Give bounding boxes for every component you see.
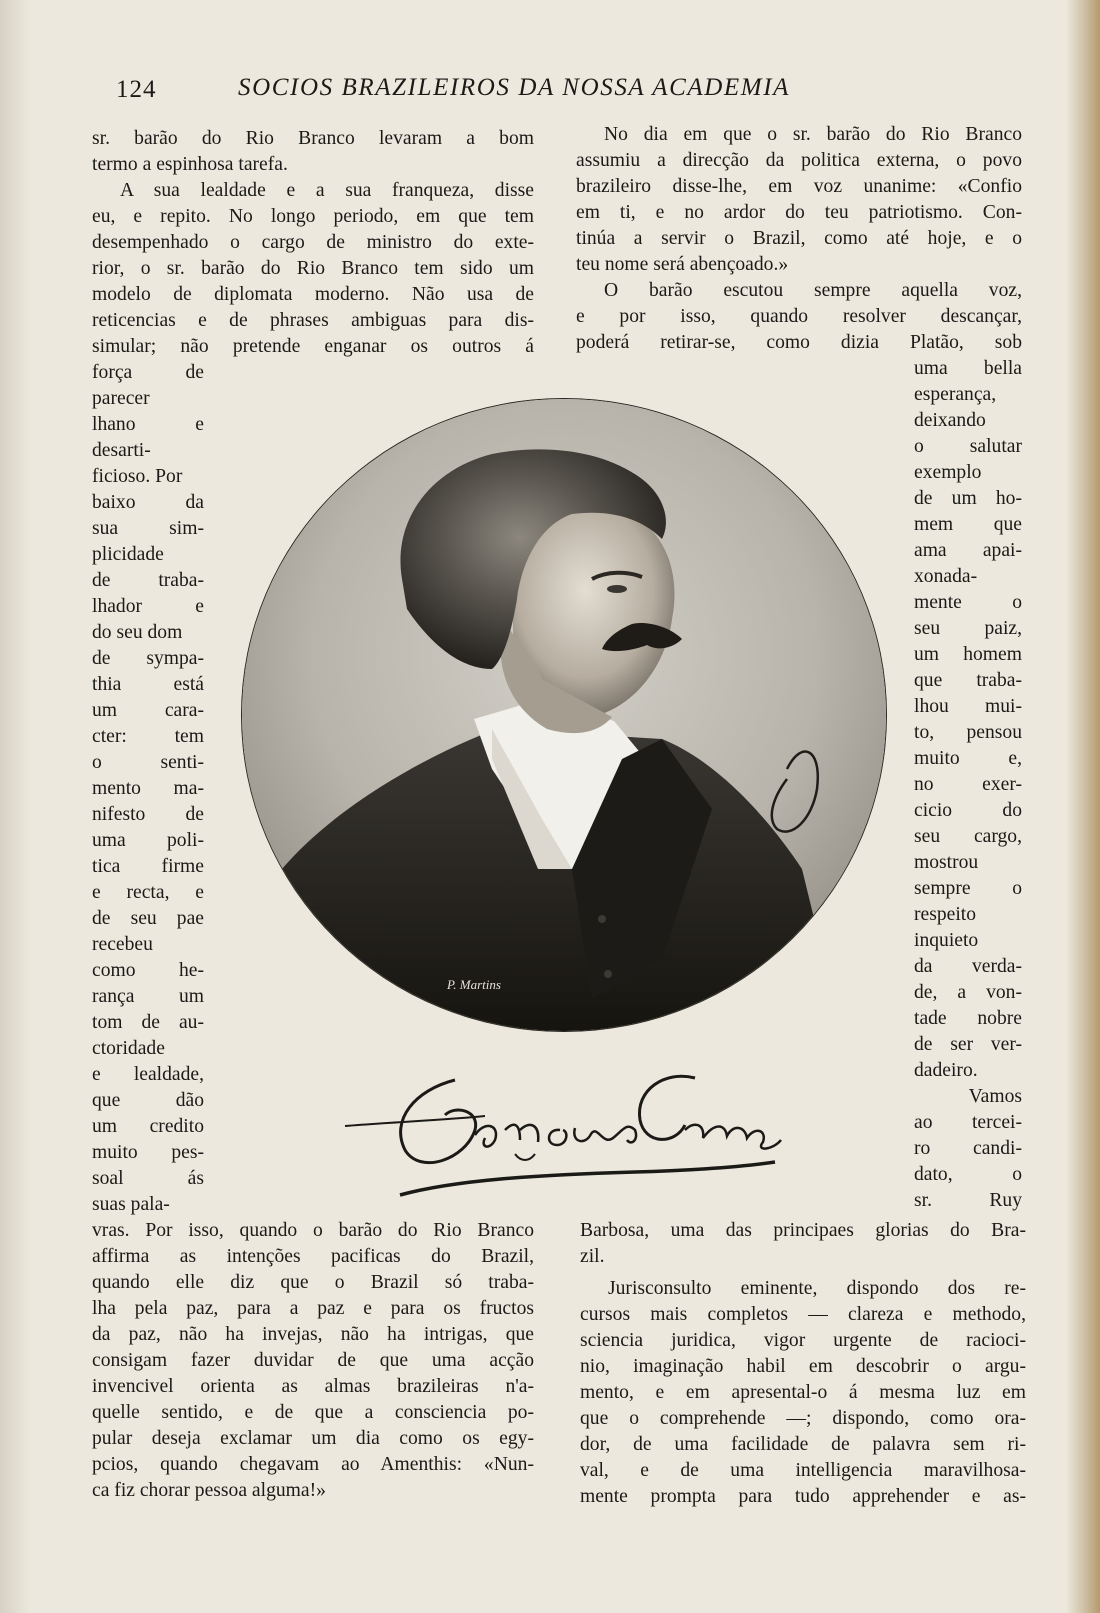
text-line: o salutar <box>914 436 1022 457</box>
text-line: rança um <box>92 986 204 1007</box>
text-line: muito pes- <box>92 1142 204 1163</box>
text-line: consigam fazer duvidar de que uma acção <box>92 1350 534 1371</box>
text-line: rior, o sr. barão do Rio Branco tem sido um <box>92 258 534 279</box>
text-line: o senti- <box>92 752 204 773</box>
text-line: sr. barão do Rio Branco levaram a bom <box>92 128 534 149</box>
text-line: muito e, <box>914 748 1022 769</box>
text-line: O barão escutou sempre aquella voz, <box>604 280 1022 301</box>
text-line: de, a von- <box>914 982 1022 1003</box>
text-line: deixando <box>914 410 986 431</box>
page-header <box>116 72 916 112</box>
text-line: ama apai- <box>914 540 1022 561</box>
text-line: quando elle diz que o Brazil só traba- <box>92 1272 534 1293</box>
text-line: que traba- <box>914 670 1022 691</box>
text-line: teu nome será abençoado.» <box>576 254 789 275</box>
text-line: Barbosa, uma das principaes glorias do Bra- <box>580 1220 1026 1241</box>
text-line: desempenhado o cargo de ministro do exte- <box>92 232 534 253</box>
text-line: assumiu a direcção da politica externa, o povo <box>576 150 1022 171</box>
text-line: baixo da <box>92 492 204 513</box>
text-line: recebeu <box>92 934 153 955</box>
text-line: e lealdade, <box>92 1064 204 1085</box>
text-line: uma bella <box>914 358 1022 379</box>
text-line: mente o <box>914 592 1022 613</box>
text-line: cursos mais completos — clareza e methodo, <box>580 1304 1026 1325</box>
portrait-photo <box>241 398 887 1032</box>
text-line: mento ma- <box>92 778 204 799</box>
text-line: val, e de uma intelligencia maravilhosa- <box>580 1460 1026 1481</box>
right-narrow-column <box>914 356 1022 1214</box>
text-line: brazileiro disse-lhe, em voz unanime: «Confio <box>576 176 1022 197</box>
text-line: dato, o <box>914 1164 1022 1185</box>
text-line: mento, e em apresental-o á mesma luz em <box>580 1382 1026 1403</box>
text-line: eu, e repito. No longo periodo, em que tem <box>92 206 534 227</box>
text-line: zil. <box>580 1246 605 1267</box>
text-line: cter: tem <box>92 726 204 747</box>
text-line: Vamos <box>968 1086 1022 1107</box>
text-line: que dão <box>92 1090 204 1111</box>
text-line: desarti- <box>92 440 151 461</box>
text-line: exemplo <box>914 462 982 483</box>
text-line: tinúa a servir o Brazil, como até hoje, e o <box>576 228 1022 249</box>
text-line: A sua lealdade e a sua franqueza, disse <box>120 180 534 201</box>
text-line: ca fiz chorar pessoa alguma!» <box>92 1480 326 1501</box>
text-line: lhador e <box>92 596 204 617</box>
text-line: de sympa- <box>92 648 204 669</box>
text-line: ro candi- <box>914 1138 1022 1159</box>
text-line: xonada- <box>914 566 978 587</box>
text-line: força de <box>92 362 204 383</box>
text-line: mostrou <box>914 852 979 873</box>
text-line: lhou mui- <box>914 696 1022 717</box>
text-line: Jurisconsulto eminente, dispondo dos re- <box>608 1278 1026 1299</box>
text-line: nio, imaginação habil em descobrir o argu- <box>580 1356 1026 1377</box>
text-line: esperança, <box>914 384 997 405</box>
text-line: reticencias e de phrases ambiguas para dis- <box>92 310 534 331</box>
text-line: suas pala- <box>92 1194 170 1215</box>
text-line: de um ho- <box>914 488 1022 509</box>
text-line: dor, de uma facilidade de palavra sem ri- <box>580 1434 1026 1455</box>
text-line: sempre o <box>914 878 1022 899</box>
text-line: mem que <box>914 514 1022 535</box>
text-line: seu cargo, <box>914 826 1022 847</box>
text-line: um homem <box>914 644 1022 665</box>
text-line: sciencia juridica, vigor urgente de racioci- <box>580 1330 1026 1351</box>
photographer-mark: P. Martins <box>447 977 501 992</box>
text-line: ctoridade <box>92 1038 165 1059</box>
text-line: em ti, e no ardor do teu patriotismo. Con- <box>576 202 1022 223</box>
text-line: um cara- <box>92 700 204 721</box>
text-line: do seu dom <box>92 622 183 643</box>
text-line: cicio do <box>914 800 1022 821</box>
text-line: plicidade <box>92 544 164 565</box>
text-line: mente prompta para tudo apprehender e as- <box>580 1486 1026 1507</box>
text-line: lha pela paz, para a paz e para os fructos <box>92 1298 534 1319</box>
text-line: pcios, quando chegavam ao Amenthis: «Nun- <box>92 1454 534 1475</box>
text-line: nifesto de <box>92 804 204 825</box>
text-line: vras. Por isso, quando o barão do Rio Branco <box>92 1220 534 1241</box>
text-line: invencivel orienta as almas brazileiras n'a- <box>92 1376 534 1397</box>
text-line: ao tercei- <box>914 1112 1022 1133</box>
text-line: seu paiz, <box>914 618 1022 639</box>
left-narrow-column <box>92 360 204 1218</box>
text-line: e por isso, quando resolver descançar, <box>576 306 1022 327</box>
text-line: sua sim- <box>92 518 204 539</box>
text-line: inquieto <box>914 930 979 951</box>
text-line: parecer <box>92 388 150 409</box>
text-line: pular deseja exclamar um dia como os egy- <box>92 1428 534 1449</box>
text-line: no exer- <box>914 774 1022 795</box>
text-line: thia está <box>92 674 204 695</box>
text-line: da verda- <box>914 956 1022 977</box>
text-line: termo a espinhosa tarefa. <box>92 154 288 175</box>
text-line: dadeiro. <box>914 1060 978 1081</box>
text-line: No dia em que o sr. barão do Rio Branco <box>604 124 1022 145</box>
text-line: soal ás <box>92 1168 204 1189</box>
text-line: affirma as intenções pacificas do Brazil, <box>92 1246 534 1267</box>
text-line: um credito <box>92 1116 204 1137</box>
text-line: sr. Ruy <box>914 1190 1022 1211</box>
text-line: de seu pae <box>92 908 204 929</box>
text-line: respeito <box>914 904 977 925</box>
text-line: que o comprehende —; dispondo, como ora- <box>580 1408 1026 1429</box>
text-line: da paz, não ha invejas, não ha intrigas, que <box>92 1324 534 1345</box>
text-line: poderá retirar-se, como dizia Platão, sob <box>576 332 1022 353</box>
text-line: modelo de diplomata moderno. Não usa de <box>92 284 534 305</box>
running-title: SOCIOS BRAZILEIROS DA NOSSA ACADEMIA <box>238 74 791 101</box>
text-line: quelle sentido, e de que a consciencia po- <box>92 1402 534 1423</box>
text-line: tom de au- <box>92 1012 204 1033</box>
text-line: lhano e <box>92 414 204 435</box>
text-line: de ser ver- <box>914 1034 1022 1055</box>
signature <box>335 1050 795 1210</box>
text-line: e recta, e <box>92 882 204 903</box>
text-line: simular; não pretende enganar os outros á <box>92 336 534 357</box>
text-line: uma poli- <box>92 830 204 851</box>
text-line: tica firme <box>92 856 204 877</box>
text-line: ficioso. Por <box>92 466 183 487</box>
text-line: to, pensou <box>914 722 1022 743</box>
text-line: tade nobre <box>914 1008 1022 1029</box>
text-line: como he- <box>92 960 204 981</box>
page-number: 124 <box>116 76 157 103</box>
text-line: de traba- <box>92 570 204 591</box>
